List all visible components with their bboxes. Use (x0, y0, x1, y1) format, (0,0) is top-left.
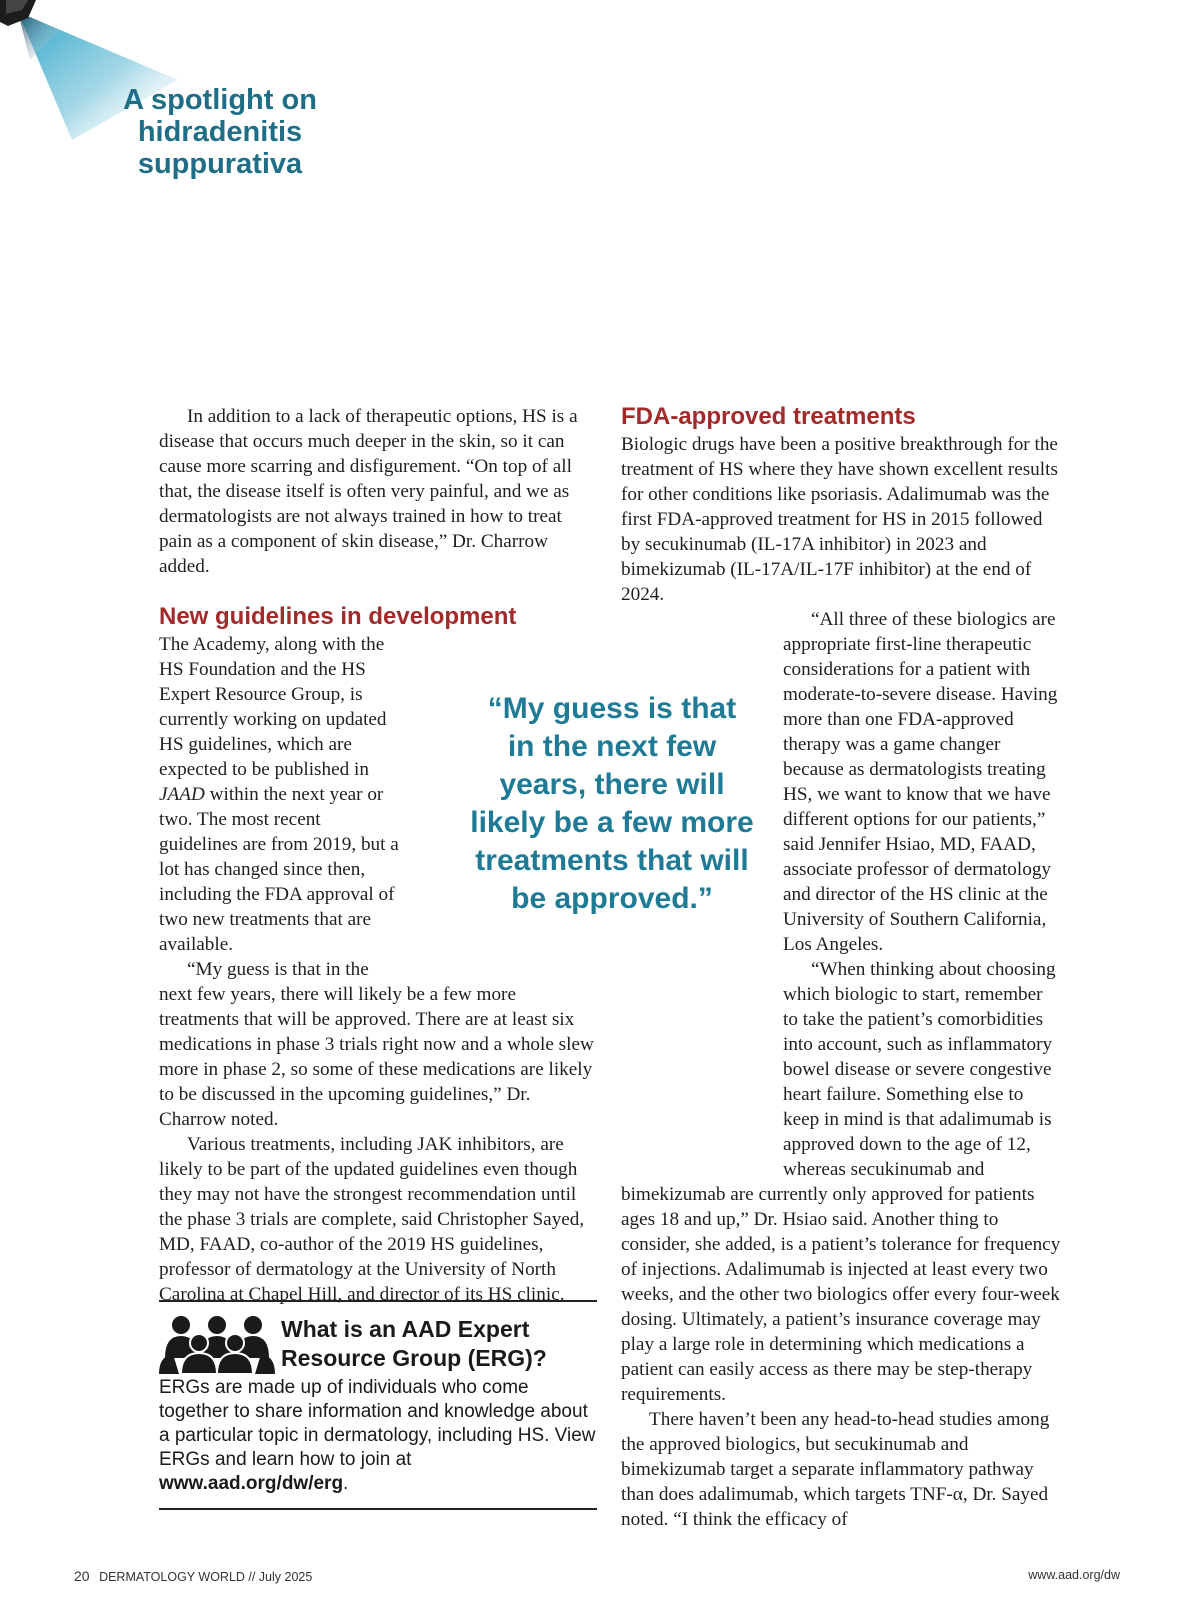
section-heading-guidelines: New guidelines in development (159, 603, 517, 630)
page-number: 20 (74, 1568, 90, 1584)
erg-title: What is an AAD Expert Resource Group (ERG)? (281, 1316, 547, 1371)
pull-quote-line: be approved.” (511, 882, 713, 915)
section-heading-fda: FDA-approved treatments (621, 403, 916, 430)
biologics-paragraph: Biologic drugs have been a positive breakthrough for the treatment of HS where they have shown excellent results for other conditions like psoriasis. Adalimumab was the first FDA-approved treatment for HS in 2015 followed by secukinumab (IL-17A inhibitor) in 2023 and bimekizumab (IL-17A/IL-17F inhibitor) at the end of 2024. (621, 434, 1058, 605)
treatments-paragraph: Various treatments, including JAK inhibitors, are likely to be part of the updated guidelines even though they may not have the strongest recommendation until the phase 3 trials are complete, said Christopher Sayed, MD, FAAD, co-author of the 2019 HS guidelines, professor of dermatology at the University of North Carolina at Chapel Hill, and director of its HS clinic. (159, 1134, 585, 1305)
hsiao-quote-paragraph: “All three of these biologics are appropriate first-line therapeutic considerations for a patient with moderate-to-severe disease. Having more than one FDA-approved therapy was a game changer because as dermatologists treating HS, we want to know that we have different options for our patients,” said Jennifer Hsiao, MD, FAAD, associate professor of dermatology and director of the HS clinic at the University of Southern California, Los Angeles. (783, 609, 1058, 955)
journal-name: JAAD (159, 784, 205, 805)
kicker-line: suppurativa (137, 148, 303, 180)
erg-link[interactable]: www.aad.org/dw/erg (159, 1473, 344, 1494)
pull-quote-line: likely be a few more (470, 806, 754, 839)
pull-quote-line: “My guess is that (487, 692, 737, 725)
right-column (621, 402, 1061, 1532)
group-people-icon (159, 1314, 275, 1374)
pull-quote-line: in the next few (507, 730, 717, 763)
head-to-head-paragraph: There haven’t been any head-to-head studies among the approved biologics, but secukinumab and bimekizumab target a separate inflammatory pathway than does adalimumab, which targets TNF-α, Dr. Sayed noted. “I think the efficacy of (621, 1409, 1050, 1530)
guess-paragraph: “My guess is that in the next few years, there will likely be a few more treatments that will be approved. There are at least six medications in phase 3 trials right now and a whole slew more in phase 2, so some of these medications are likely to be discussed in the upcoming guidelines,” Dr. Charrow noted. (159, 959, 594, 1130)
section-kicker (100, 84, 340, 180)
guidelines-paragraph: The Academy, along with the HS Foundation and the HS Expert Resource Group, is currently working on updated HS guidelines, which are expected to be published in JAAD within the next year or two. The most recent guidelines are from 2019, but a lot has changed since then, including the FDA approval of two new treatments that are available. (159, 634, 399, 955)
page-footer-left (74, 1568, 312, 1584)
pull-quote-line: treatments that will (475, 844, 749, 877)
kicker-line: hidradenitis (137, 116, 303, 148)
intro-paragraph: In addition to a lack of therapeutic options, HS is a disease that occurs much deeper in the skin, so it can cause more scarring and disfigurement. “On top of all that, the disease itself is often very painful, and we as dermatologists are not always trained in how to treat pain as a component of skin disease,” Dr. Charrow added. (159, 406, 578, 577)
footer-url[interactable]: www.aad.org/dw (1028, 1568, 1120, 1582)
erg-description: ERGs are made up of individuals who come together to share information and knowledge about a particular topic in dermatology, including HS. View ERGs and learn how to join at www.aad.org/dw/erg. (159, 1377, 596, 1494)
pull-quote-line: years, there will (499, 768, 725, 801)
kicker-line: A spotlight on (123, 84, 317, 116)
erg-info-box (159, 1300, 597, 1510)
choosing-biologic-paragraph: “When thinking about choosing which biologic to start, remember to take the patient’s comorbidities into account, such as inflammatory bowel disease or severe congestive heart failure. Something else to keep in mind is that adalimumab is approved down to the age of 12, whereas secukinumab and bimekizumab are currently only approved for patients ages 18 and up,” Dr. Hsiao said. Another thing to consider, she added, is a patient’s tolerance for frequency of injections. Adalimumab is injected at least every two weeks, and the other two biologics offer every four-week dosing. Ultimately, a patient’s insurance coverage may play a large role in determining which medications a patient can easily access as there may be step-therapy requirements. (621, 959, 1061, 1405)
publication-name: DERMATOLOGY WORLD // July 2025 (99, 1570, 313, 1584)
